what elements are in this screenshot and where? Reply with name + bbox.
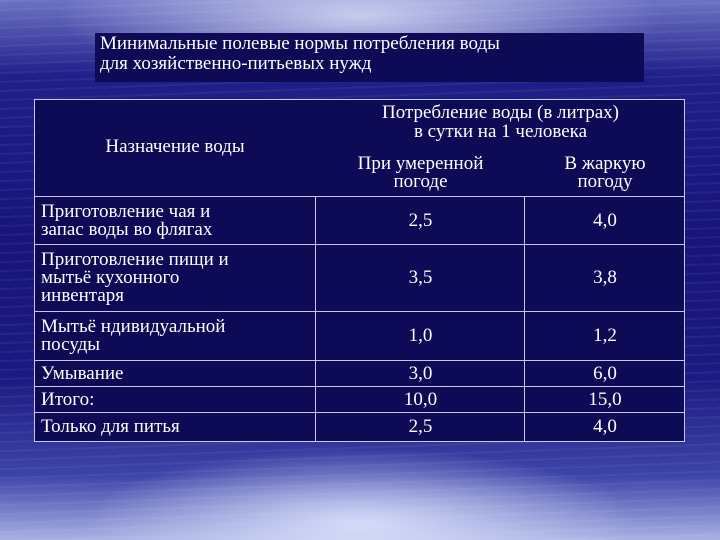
cell-moderate: 3,0 <box>408 362 433 384</box>
header-moderate-line-1: При умеренной <box>357 153 484 174</box>
cell-moderate: 2,5 <box>408 415 433 437</box>
row-label-line: Мытьё ндивидуальной <box>41 316 226 337</box>
slide-title-line-2: для хозяйственно-питьевых нужд <box>100 53 372 74</box>
row-label-cooking <box>41 251 311 305</box>
header-consumption-line-2: в сутки на 1 человека <box>413 121 588 142</box>
header-hot-line-2: погоду <box>577 171 633 192</box>
header-consumption-line-1: Потребление воды (в литрах) <box>381 102 620 123</box>
row-label-line: Только для питья <box>41 416 180 437</box>
row-label-total <box>41 391 311 409</box>
cell-moderate: 2,5 <box>408 209 433 231</box>
slide-title-line-1: Минимальные полевые нормы потребления воды <box>100 33 500 54</box>
cell-moderate: 3,5 <box>408 267 433 288</box>
row-label-washing <box>41 365 311 383</box>
cell-hot: 4,0 <box>593 209 617 231</box>
row-label-tea <box>41 203 311 239</box>
cell-hot: 4,0 <box>593 415 617 437</box>
header-purpose: Назначение воды <box>105 136 245 157</box>
header-moderate-line-2: погоде <box>393 171 448 192</box>
row-label-drinking <box>41 418 311 436</box>
cell-hot: 3,8 <box>593 267 617 288</box>
row-label-line: Итого: <box>41 389 95 410</box>
row-label-line: Умывание <box>41 363 124 384</box>
row-label-dishes <box>41 318 311 354</box>
row-label-line: инвентаря <box>41 285 125 306</box>
cell-hot: 15,0 <box>588 388 622 410</box>
cell-moderate: 1,0 <box>408 325 433 346</box>
row-label-line: Приготовление пищи и <box>41 249 229 270</box>
row-label-line: посуды <box>41 334 101 355</box>
cell-hot: 1,2 <box>593 325 617 346</box>
header-moderate-weather <box>316 155 525 191</box>
row-label-line: Приготовление чая и <box>41 201 211 222</box>
row-label-line: запас воды во флягах <box>41 219 213 240</box>
header-hot-weather <box>525 155 685 191</box>
header-consumption <box>316 103 685 141</box>
slide-title <box>95 33 644 82</box>
cell-moderate: 10,0 <box>403 388 438 410</box>
header-hot-line-1: В жаркую <box>564 153 646 174</box>
cell-hot: 6,0 <box>593 362 617 384</box>
row-label-line: мытьё кухонного <box>41 267 180 288</box>
